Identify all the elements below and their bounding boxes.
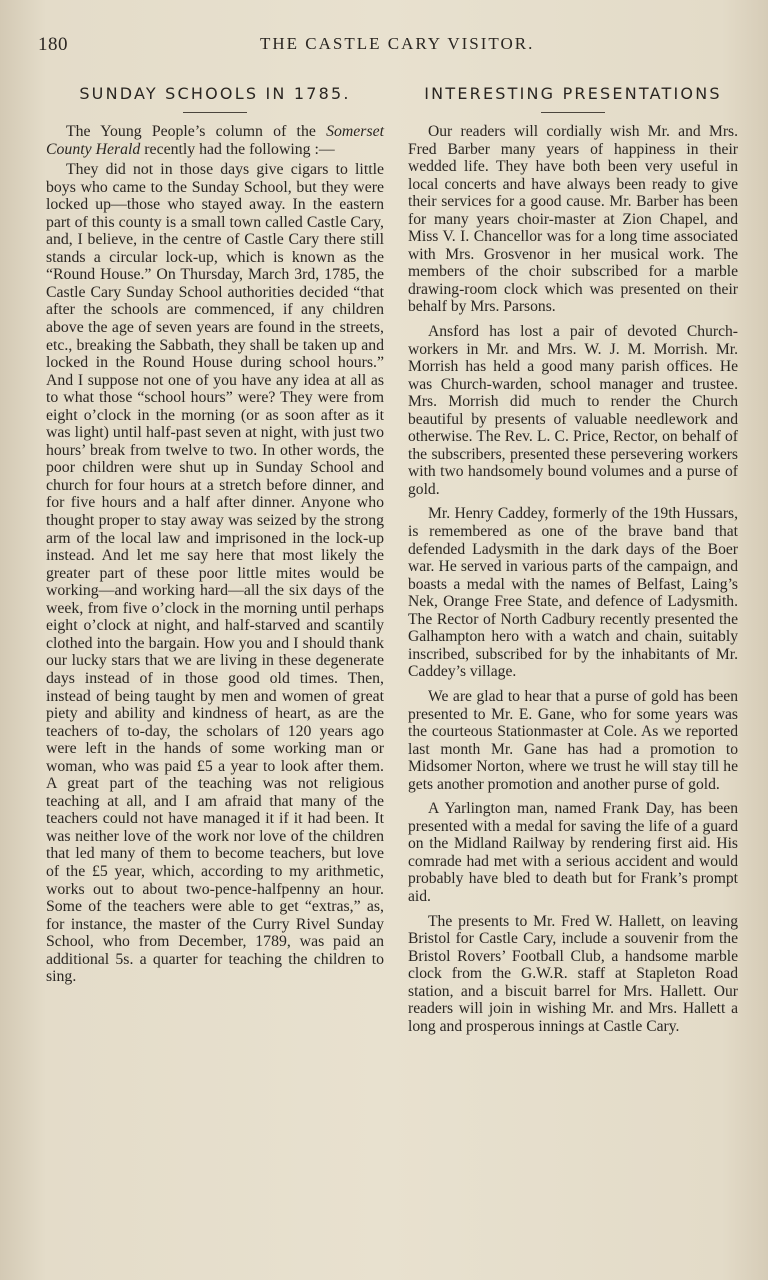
article-paragraph: Ansford has lost a pair of devoted Church-workers in Mr. and Mrs. W. J. M. Morrish. Mr. Morrish has held a good many parish offices. He was Church-warden, school manager and trustee. Mrs. Morrish did much to render the Church beautiful by presents of valuable needlework and otherwise. The Rev. L. C. Price, Rector, on behalf of the subscribers, presented these persevering workers with two handsomely bound volumes and a purse of gold. [408,323,738,498]
article-body-sunday-schools [46,123,384,986]
article-paragraph: We are glad to hear that a purse of gold has been presented to Mr. E. Gane, who for some years was the courteous Stationmaster at Cole. As we reported last month Mr. Gane has had a promotion to Midsomer Norton, where we trust he will stay till he gets another promotion and another purse of gold. [408,687,738,793]
article-heading-presentations: INTERESTING PRESENTATIONS [424,84,722,103]
heading-divider [183,112,247,113]
article-paragraph: Our readers will cordially wish Mr. and Mrs. Fred Barber many years of happiness in their wedded life. They have both been very useful in local concerts and have always been ready to give their services for a good cause. Mr. Barber has been for many years choir-master at Zion Chapel, and Miss V. I. Chancellor was for a long time associated with Mrs. Grosvenor in her musical work. The members of the choir subscribed for a marble drawing-room clock which was presented on their behalf by Mrs. Parsons. [408,123,738,316]
intro-text-after: recently had the following :— [144,140,335,158]
running-head [38,32,750,58]
article-paragraph: Mr. Henry Caddey, formerly of the 19th Hussars, is remembered as one of the brave band that defended Ladysmith in the dark days of the Boer war. He served in various parts of the campaign, and boasts a medal with the names of Belfast, Laing’s Nek, Orange Free State, and defence of Ladysmith. The Rector of North Cadbury recently presented the Galhampton hero with a watch and chain, suitably inscribed, subscribed for by the inhabitants of Mr. Caddey’s village. [408,505,738,681]
left-column [46,80,384,986]
intro-text-before: The Young People’s column of the [66,123,316,140]
article-paragraph: The presents to Mr. Fred W. Hallett, on leaving Bristol for Castle Cary, include a souvenir from the Bristol Rovers’ Football Club, a handsome marble clock from the G.W.R. staff at Stapleton Road station, and a biscuit barrel for Mrs. Hallett. Our readers will join in wishing Mr. and Mrs. Hallett a long and prosperous innings at Castle Cary. [408,912,738,1035]
journal-title: THE CASTLE CARY VISITOR. [260,34,535,53]
article-paragraph: They did not in those days give cigars to little boys who came to the Sunday School, but they were locked up—those who stayed away. In the eastern part of this county is a small town called Castle Cary, and, I believe, in the centre of Castle Cary there still stands a circular lock-up, which is known as the “Round House.” On Thursday, March 3rd, 1785, the Castle Cary Sunday School authorities decided “that after the schools are commenced, if any children above the age of seven years are found in the streets, etc., breaking the Sabbath, they shall be taken up and locked in the Round House during school hours.” And I suppose not one of you have any idea at all as to what those “school hours” were? They were from eight o’clock in the morning (or as soon after as it was light) until half-past seven at night, with just two hours’ break from twelve to two. In other words, the poor children were shut up in Sunday School and church for four hours at a stretch before dinner, and for five hours and a half after dinner. Anyone who thought proper to stay away was seized by the strong arm of the local law and imprisoned in the lock-up instead. And let me say here that most likely the greater part of these poor little mites would be working—and working hard—all the six days of the week, from five o’clock in the morning until perhaps eight o’clock at night, and half-starved and scantily clothed into the bargain. How you and I should thank our lucky stars that we are living in these degenerate days instead of in those good old times. Then, instead of being taught by men and women of great piety and ability and kindness of heart, as are the teachers of to-day, the scholars of 120 years ago were left in the hands of some working man or woman, who was paid £5 a year to look after them. A great part of the teaching was not religious teaching at all, and I am afraid that many of the teachers could not have managed it if it had been. It was neither love of the work nor love of the children that led many of them to become teachers, but love of the £5 year, which, according to my arithmetic, works out to about two-pence-halfpenny an hour. Some of the teachers were able to get “extras,” as, for instance, the master of the Curry Rivel Sunday School, who from December, 1789, was paid an additional 5s. a quarter for teaching the children to sing. [46,161,384,986]
article-intro [46,123,384,158]
article-body-presentations [408,123,738,1035]
right-column [408,80,738,1035]
article-paragraph: A Yarlington man, named Frank Day, has been presented with a medal for saving the life of a guard on the Midland Railway by rendering first aid. His comrade had met with a serious accident and would probably have bled to death but for Frank’s prompt aid. [408,800,738,905]
newspaper-title: Somerset County Herald [46,123,384,158]
article-heading-sunday-schools: SUNDAY SCHOOLS IN 1785. [79,84,351,103]
heading-divider [541,112,605,113]
page-number: 180 [38,34,68,55]
